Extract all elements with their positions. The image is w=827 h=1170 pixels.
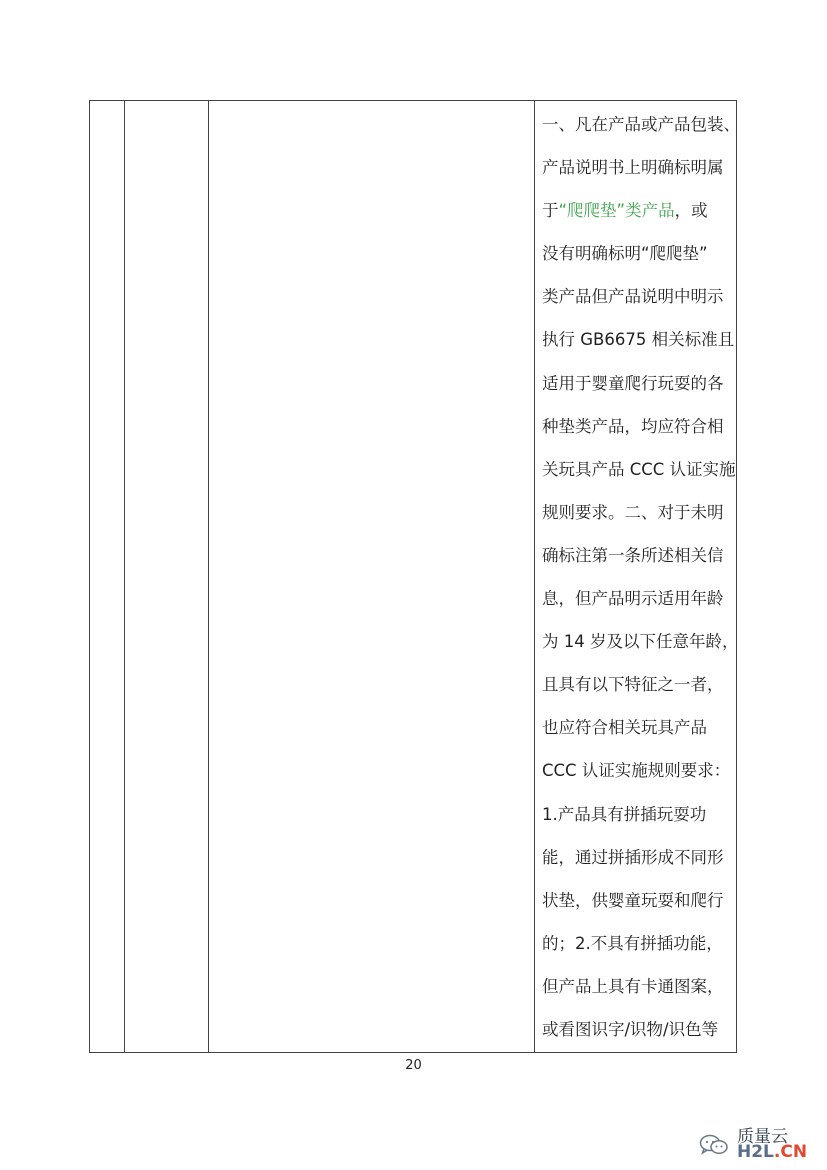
text-line: 种垫类产品，均应符合相 xyxy=(542,416,724,436)
text-line: 确标注第一条所述相关信 xyxy=(542,545,724,565)
text-line: 的；2.不具有拼插功能， xyxy=(542,933,723,953)
content-table xyxy=(89,100,740,1053)
text-line: 类产品但产品说明中明示 xyxy=(542,287,724,307)
text-line: 关玩具产品 CCC 认证实施 xyxy=(542,459,736,479)
column-divider-2 xyxy=(208,101,209,1052)
text-line: 能，通过拼插形成不同形 xyxy=(542,847,724,867)
text-line xyxy=(542,189,732,232)
wechat-icon xyxy=(699,1134,729,1156)
highlighted-product-name: “爬爬垫”类产品 xyxy=(558,201,675,221)
text-line: 且具有以下特征之一者， xyxy=(542,675,724,695)
text-segment: ，或 xyxy=(674,201,708,221)
text-line: 为 14 岁及以下任意年龄， xyxy=(542,632,739,652)
text-line: 息，但产品明示适用年龄 xyxy=(542,589,724,609)
page-number: 20 xyxy=(405,1058,422,1073)
watermark-brand xyxy=(737,1142,807,1162)
text-line: 也应符合相关玩具产品 xyxy=(542,718,707,738)
text-line: 一、凡在产品或产品包装、 xyxy=(542,115,740,134)
text-line: 适用于婴童爬行玩耍的各 xyxy=(542,373,724,393)
text-line: 规则要求。二、对于未明 xyxy=(542,502,724,522)
watermark xyxy=(699,1122,819,1162)
text-line: 状垫，供婴童玩耍和爬行 xyxy=(542,890,724,910)
column-divider-3 xyxy=(534,101,535,1052)
text-line: 但产品上具有卡通图案， xyxy=(542,976,724,996)
brand-dot: . xyxy=(773,1142,781,1162)
requirement-text-cell xyxy=(542,101,740,1051)
text-line: 产品说明书上明确标明属 xyxy=(542,158,724,178)
text-line: CCC 认证实施规则要求： xyxy=(542,761,731,781)
text-line: 执行 GB6675 相关标准且 xyxy=(542,330,735,350)
text-line: 或看图识字/识物/识色等 xyxy=(542,1019,719,1039)
column-divider-1 xyxy=(124,101,125,1052)
text-segment: 于 xyxy=(542,201,559,221)
text-line: 没有明确标明“爬爬垫” xyxy=(542,244,708,264)
brand-cn: CN xyxy=(780,1142,808,1162)
brand-h2l: H2L xyxy=(737,1142,774,1162)
text-line: 1.产品具有拼插玩耍功 xyxy=(542,804,707,824)
watermark-name: 质量云 xyxy=(737,1127,788,1147)
